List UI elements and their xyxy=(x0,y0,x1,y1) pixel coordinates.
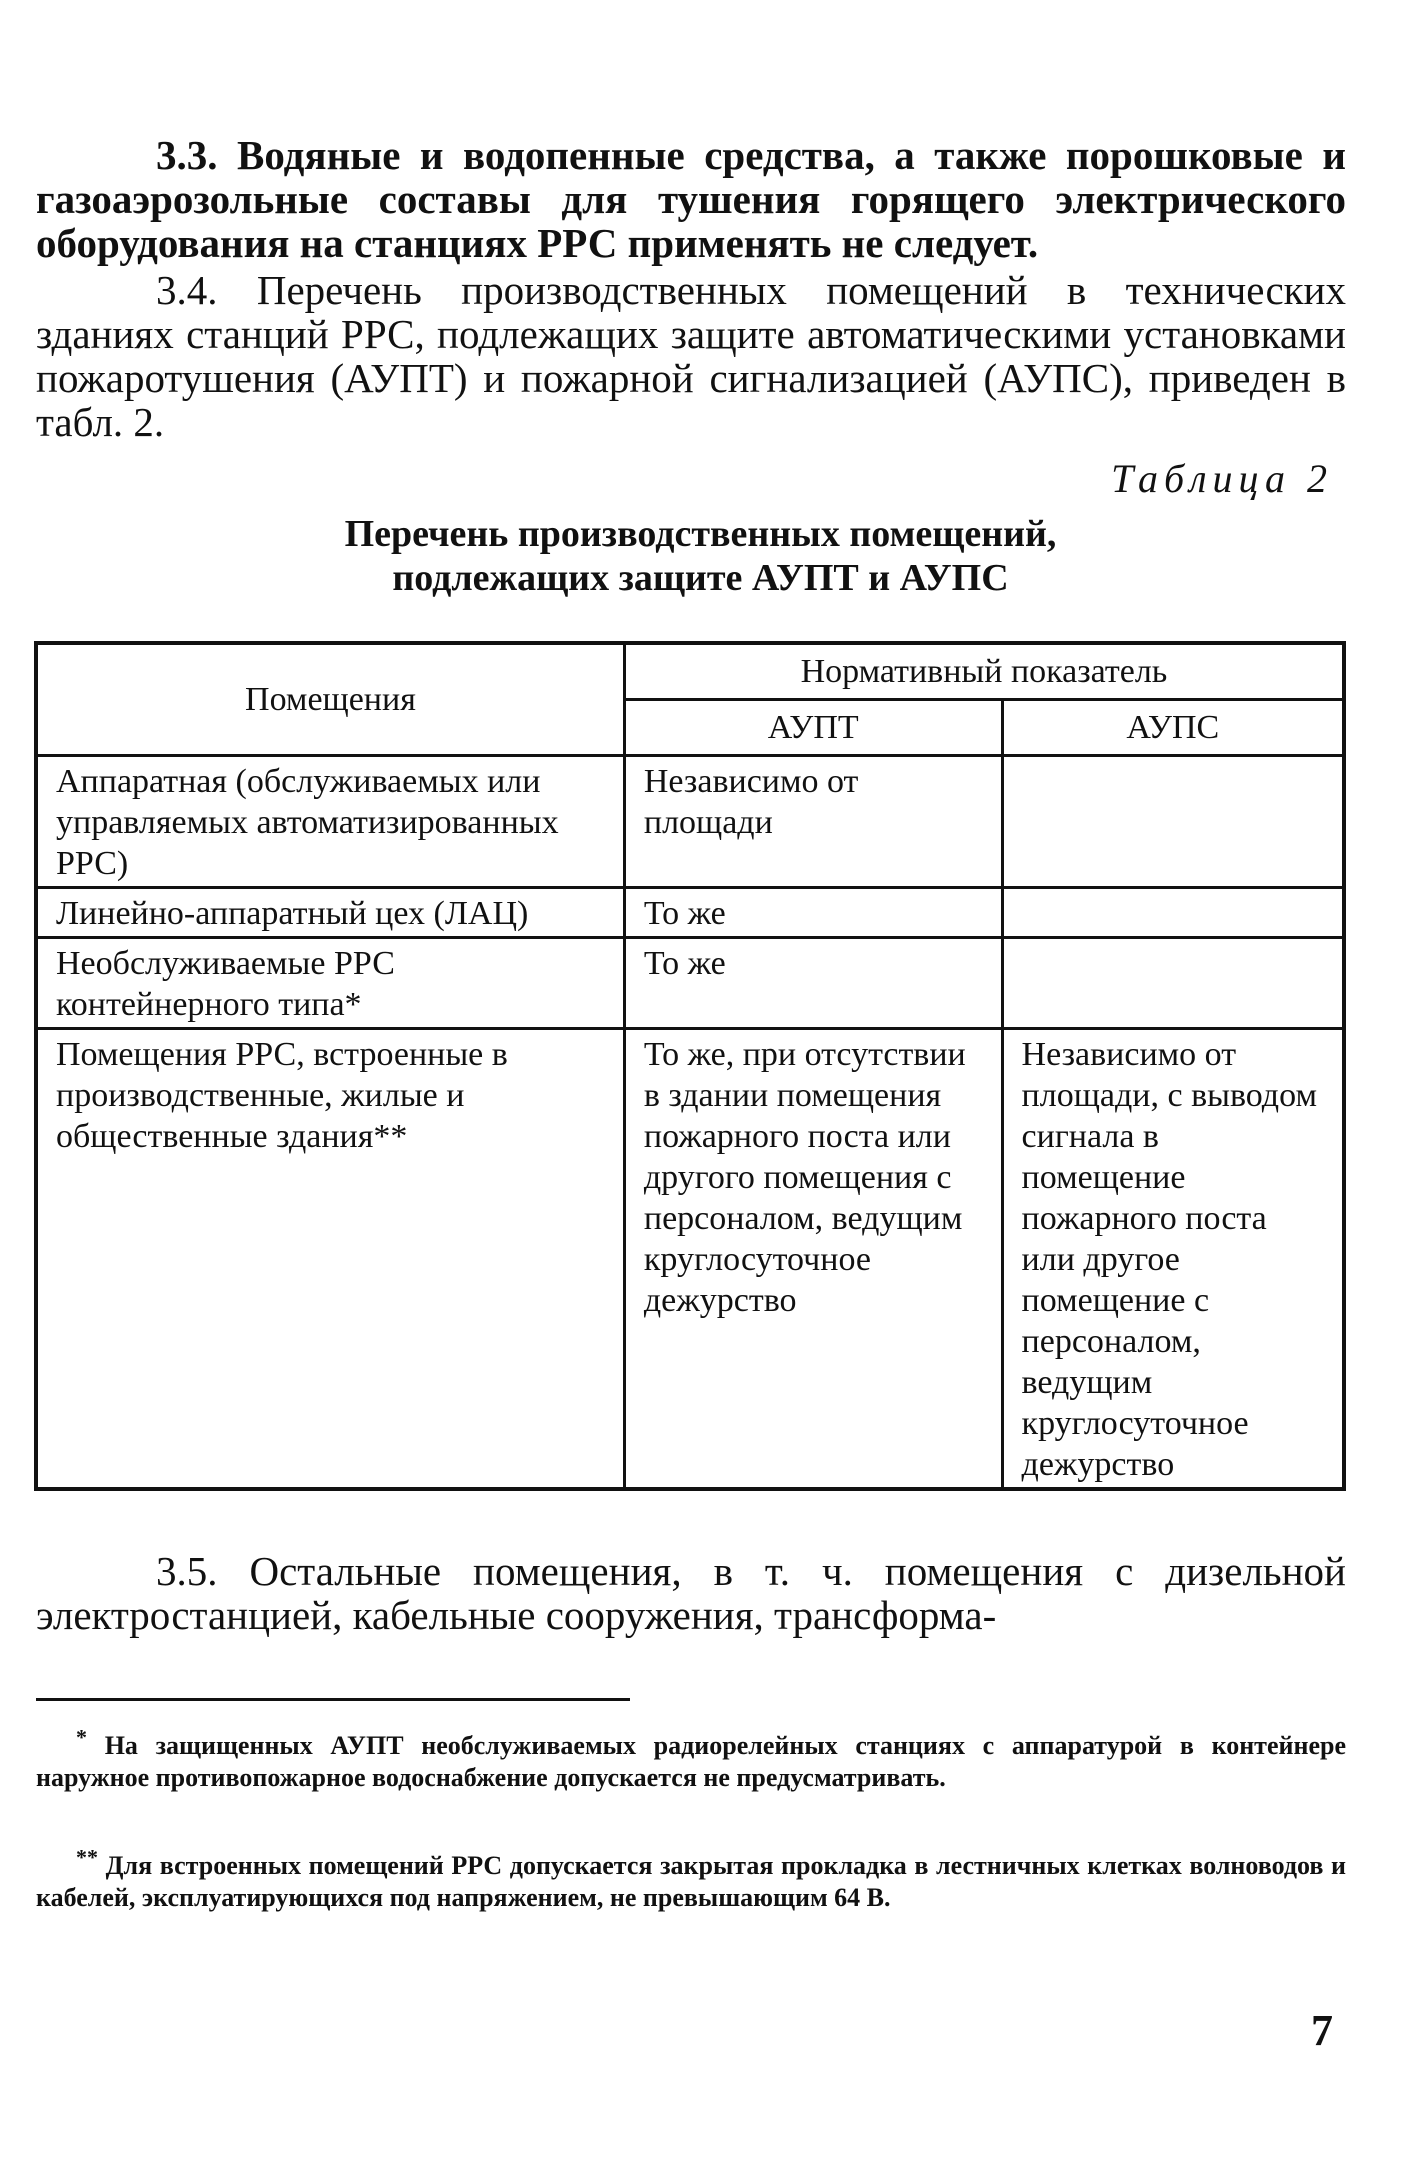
table-row xyxy=(36,888,1344,938)
cell-aupt: То же, при отсутствии в здании помещения пожарного поста или другого помещения с персоналом, ведущим круглосуточное дежурство xyxy=(624,1029,1002,1490)
footnote-2-text: Для встроенных помещений РРС допускается закрытая прокладка в лестничных клетках волноводов и кабелей, эксплуатирующихся под напряжением, не превышающим 64 В. xyxy=(36,1851,1347,1912)
cell-aups: Независимо от площади, с выводом сигнала в помещение пожарного поста или другое помещение с персоналом, ведущим круглосуточное дежурство xyxy=(1002,1029,1344,1490)
cell-room: Аппаратная (обслуживаемых или управляемых автоматизированных РРС) xyxy=(36,756,624,888)
footnote-1-mark: * xyxy=(76,1724,87,1750)
page-number: 7 xyxy=(1311,2006,1333,2055)
paragraph-3-3: 3.3. Водяные и водопенные средства, а также порошковые и газоаэрозольные составы для тушения горящего электрического оборудования на станциях РРС применять не следует. xyxy=(36,132,1346,266)
paragraph-3-5: 3.5. Остальные помещения, в т. ч. помещения с дизельной электростанцией, кабельные сооружения, трансформа- xyxy=(36,1548,1346,1638)
table-row xyxy=(36,756,1344,888)
header-aups: АУПС xyxy=(1002,700,1344,756)
table-title xyxy=(0,512,1401,600)
cell-aups xyxy=(1002,888,1344,938)
paragraph-3-4: 3.4. Перечень производственных помещений в технических зданиях станций РРС, подлежащих защите автоматическими установками пожаротушения (АУПТ) и пожарной сигнализацией (АУПС), приведен в табл. 2. xyxy=(36,267,1346,445)
footnote-2 xyxy=(36,1844,1347,1914)
header-aupt: АУПТ xyxy=(624,700,1002,756)
footnote-2-mark: ** xyxy=(76,1844,98,1870)
table-caption: Таблица 2 xyxy=(1111,456,1333,501)
cell-aups xyxy=(1002,938,1344,1029)
footnote-divider xyxy=(36,1698,630,1701)
cell-room: Необслуживаемые РРС контейнерного типа* xyxy=(36,938,624,1029)
cell-aupt: То же xyxy=(624,888,1002,938)
rooms-table xyxy=(34,641,1346,1491)
table-title-line1: Перечень производственных помещений, xyxy=(344,513,1057,555)
cell-aups xyxy=(1002,756,1344,888)
footnote-1 xyxy=(36,1724,1346,1794)
table-header-row xyxy=(36,643,1344,700)
header-indicator: Нормативный показатель xyxy=(624,643,1344,700)
table-row xyxy=(36,938,1344,1029)
footnote-1-text: На защищенных АУПТ необслуживаемых радиорелейных станциях с аппаратурой в контейнере наружное противопожарное водоснабжение допускается не предусматривать. xyxy=(36,1731,1346,1792)
table-row xyxy=(36,1029,1344,1490)
cell-aupt: То же xyxy=(624,938,1002,1029)
cell-aupt: Независимо от площади xyxy=(624,756,1002,888)
table-title-line2: подлежащих защите АУПТ и АУПС xyxy=(392,557,1009,599)
header-rooms: Помещения xyxy=(36,643,624,756)
cell-room: Помещения РРС, встроенные в производственные, жилые и общественные здания** xyxy=(36,1029,624,1490)
cell-room: Линейно-аппаратный цех (ЛАЦ) xyxy=(36,888,624,938)
